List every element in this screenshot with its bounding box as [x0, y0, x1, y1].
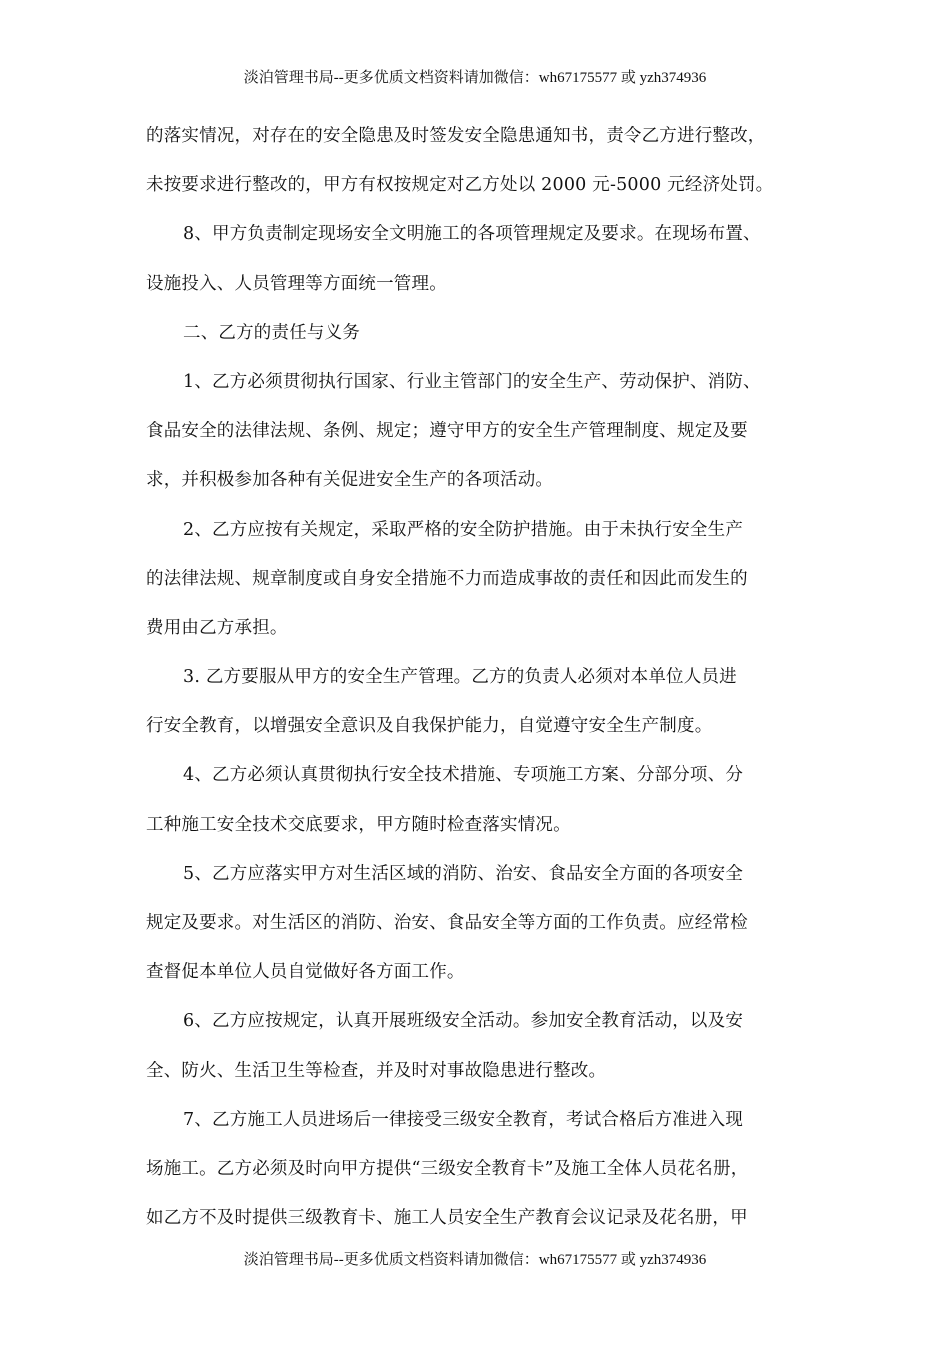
text-line: 规定及要求。对生活区的消防、治安、食品安全等方面的工作负责。应经常检	[146, 913, 748, 933]
paragraph-start: 1、乙方必须贯彻执行国家、行业主管部门的安全生产、劳动保护、消防、	[183, 371, 761, 392]
section-heading: 二、乙方的责任与义务	[183, 322, 360, 343]
page-header: 淡泊管理书局--更多优质文档资料请加微信：wh67175577 或 yzh374936	[243, 70, 707, 86]
text-line: 场施工。乙方必须及时向甲方提供“三级安全教育卡”及施工全体人员花名册，	[146, 1158, 749, 1179]
paragraph-start: 4、乙方必须认真贯彻执行安全技术措施、专项施工方案、分部分项、分	[183, 765, 744, 786]
text-line: 行安全教育，以增强安全意识及自我保护能力，自觉遵守安全生产制度。	[146, 716, 713, 737]
document-body	[146, 112, 808, 1243]
paragraph-start: 8、甲方负责制定现场安全文明施工的各项管理规定及要求。在现场布置、	[183, 224, 761, 245]
paragraph-start: 2、乙方应按有关规定，采取严格的安全防护措施。由于未执行安全生产	[183, 519, 744, 540]
text-line: 求，并积极参加各种有关促进安全生产的各项活动。	[146, 470, 554, 491]
text-line: 食品安全的法律法规、条例、规定；遵守甲方的安全生产管理制度、规定及要	[146, 421, 748, 442]
text-line: 设施投入、人员管理等方面统一管理。	[146, 273, 447, 294]
text-line: 工种施工安全技术交底要求，甲方随时检查落实情况。	[146, 814, 571, 835]
text-line: 的法律法规、规章制度或自身安全措施不力而造成事故的责任和因此而发生的	[146, 568, 748, 589]
text-line: 未按要求进行整改的，甲方有权按规定对乙方处以 2000 元-5000 元经济处罚。	[146, 175, 774, 196]
text-line: 如乙方不及时提供三级教育卡、施工人员安全生产教育会议记录及花名册，甲	[146, 1208, 748, 1229]
paragraph-start: 5、乙方应落实甲方对生活区域的消防、治安、食品安全方面的各项安全	[183, 863, 744, 884]
paragraph-start: 3. 乙方要服从甲方的安全生产管理。乙方的负责人必须对本单位人员进	[183, 667, 737, 688]
text-line: 全、防火、生活卫生等检查，并及时对事故隐患进行整改。	[146, 1060, 607, 1081]
paragraph-start: 7、乙方施工人员进场后一律接受三级安全教育，考试合格后方准进入现	[183, 1109, 744, 1130]
paragraph-start: 6、乙方应按规定，认真开展班级安全活动。参加安全教育活动，以及安	[183, 1011, 744, 1032]
text-line: 查督促本单位人员自觉做好各方面工作。	[146, 962, 465, 983]
text-line: 的落实情况，对存在的安全隐患及时签发安全隐患通知书，责令乙方进行整改，	[146, 126, 766, 146]
text-line: 费用由乙方承担。	[146, 617, 288, 638]
page-footer: 淡泊管理书局--更多优质文档资料请加微信：wh67175577 或 yzh374936	[243, 1252, 707, 1268]
